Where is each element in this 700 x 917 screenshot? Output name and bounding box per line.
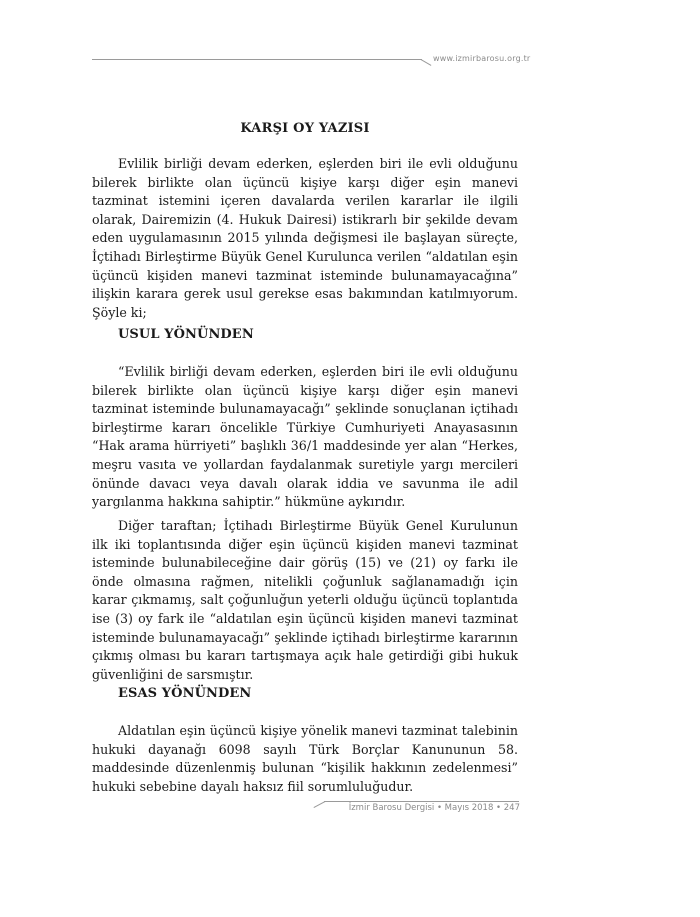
usul-paragraph-1: “Evlilik birliği devam ederken, eşlerden biri ile evli olduğunu bilerek birlikte olan üçüncü kişiye karşı diğer eşin manevi tazminat isteminde bulunamayacağı” şeklinde sonuçlanan içtihadı birleştirme kararı öncelikle Türkiye Cumhuriyeti Anayasasının “Hak arama hürriyeti” başlıklı 36/1 maddesinde yer alan “Herkes, meşru vasıta ve yollardan faydalanmak suretiyle yargı mercileri önünde davacı veya davalı olarak iddia ve savunma ile adil yargılanma hakkına sahiptir.” hükmüne aykırıdır. [92,364,518,510]
header-rule-slant [421,59,432,66]
document-title: KARŞI OY YAZISI [240,121,370,136]
esas-heading: ESAS YÖNÜNDEN [118,686,252,701]
header-url: www.izmirbarosu.org.tr [433,54,531,63]
usul-paragraph-2: Diğer taraftan; İçtihadı Birleştirme Büyük Genel Kurulunun ilk iki toplantısında diğer eşin üçüncü kişiden manevi tazminat isteminde bulunabileceğine dair görüş (15) ve (21) oy farkı ile önde olmasına rağmen, nitelikli çoğunluk sağlanamadığı için karar çıkmamış, salt çoğunluğun yeterli olduğu üçüncü toplantıda ise (3) oy fark ile “aldatılan eşin üçüncü kişiden manevi tazminat isteminde bulunamayacağı” şeklinde içtihadı birleştirme kararının çıkmış olması bu kararı tartışmaya açık hale getirdiği gibi hukuk güvenliğini de sarsmıştır. [92,518,518,682]
footer-journal-info: İzmir Barosu Dergisi • Mayıs 2018 • 247 [348,803,520,813]
usul-heading: USUL YÖNÜNDEN [118,327,254,342]
intro-paragraph: Evlilik birliği devam ederken, eşlerden biri ile evli olduğunu bilerek birlikte olan üçüncü kişiye karşı diğer eşin manevi tazminat istemini içeren davalarda verilen kararlar ile ilgili olarak, Dairemizin (4. Hukuk Dairesi) istikrarlı bir şekilde devam eden uygulamasının 2015 yılında değişmesi ile başlayan süreçte, İçtihadı Birleştirme Büyük Genel Kurulunca verilen “aldatılan eşin üçüncü kişiden manevi tazminat isteminde bulunamayacağına” ilişkin karara gerek usul gerekse esas bakımından katılmıyorum. Şöyle ki; [92,156,518,320]
footer-rule [324,801,519,802]
esas-paragraph-1: Aldatılan eşin üçüncü kişiye yönelik manevi tazminat talebinin hukuki dayanağı 6098 sayılı Türk Borçlar Kanununun 58. maddesinde düzenlenmiş bulunan “kişilik hakkının zedelenmesi” hukuki sebebine dayalı haksız fiil sorumluluğudur. [92,723,518,794]
header-rule [92,59,422,60]
